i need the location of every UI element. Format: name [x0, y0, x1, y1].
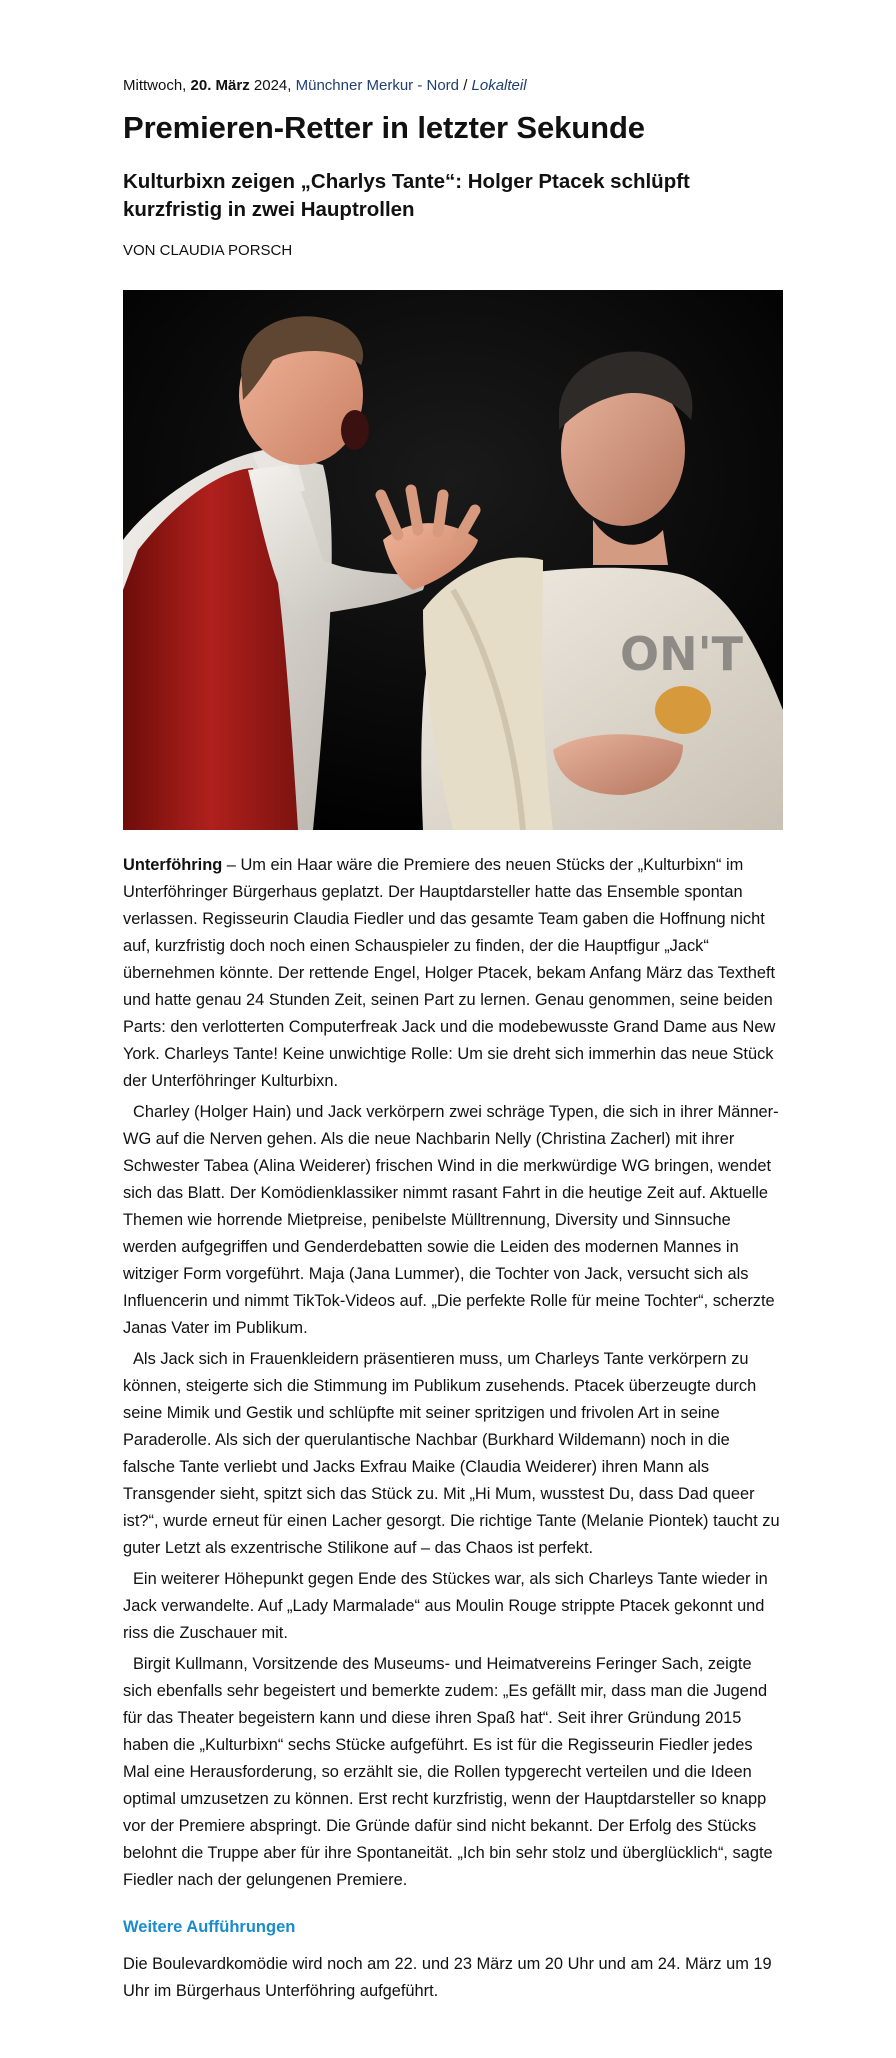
publication-link[interactable]: Münchner Merkur - Nord — [295, 77, 460, 94]
paragraph: Ein weiterer Höhepunkt gegen Ende des Stückes war, als sich Charleys Tante wieder in Jack verwandelte. Auf „Lady Marmalade“ aus Moulin Rouge strippte Ptacek gekonnt und riss die Zuschauer mit. — [123, 1570, 768, 1642]
section-link[interactable]: Lokalteil — [471, 77, 527, 94]
more-performances-text: Die Boulevardkomödie wird noch am 22. und 23 März um 20 Uhr und am 24. März um 19 Uhr im Bürgerhaus Unterföhring aufgeführt. — [123, 1955, 772, 2000]
article — [123, 72, 783, 2005]
article-body — [123, 852, 783, 1894]
more-performances-heading: Weitere Aufführungen — [123, 1918, 296, 1936]
dateline-weekday: Mittwoch, — [123, 77, 187, 94]
paragraph: Charley (Holger Hain) und Jack verkörpern zwei schräge Typen, die sich in ihrer Männer-WG auf die Nerven gehen. Als die neue Nachbarin Nelly (Christina Zacherl) mit ihrer Schwester Tabea (Alina Weiderer) frischen Wind in die merkwürdige WG bringen, wendet sich das Blatt. Der Komödienklassiker nimmt rasant Fahrt in die heutige Zeit auf. Aktuelle Themen wie horrende Mietpreise, penibelste Mülltrennung, Diversity und Sinnsuche werden aufgegriffen und Genderdebatten sowie die Leiden des modernen Mannes in witziger Form vorgeführt. Maja (Jana Lummer), die Tochter von Jack, versucht sich als Influencerin und nimmt TikTok-Videos auf. „Die perfekte Rolle für meine Tochter“, scherzte Janas Vater im Publikum. — [123, 1103, 779, 1337]
paragraph: Birgit Kullmann, Vorsitzende des Museums- und Heimatvereins Feringer Sach, zeigte sich ebenfalls sehr begeistert und bemerkte zudem: „Es gefällt mir, dass man die Jugend für das Theater begeistern kann und diese ihren Spaß hat“. Seit ihrer Gründung 2015 haben die „Kulturbixn“ sechs Stücke aufgeführt. Es ist für die Regisseurin Fiedler jedes Mal eine Herausforderung, so erzählt sie, die Rollen typgerecht verteilen und die Ideen optimal umzusetzen zu können. Erst recht kurzfristig, wenn der Hauptdarsteller so knapp vor der Premiere abspringt. Die Gründe dafür sind nicht bekannt. Der Erfolg des Stücks belohnt die Truppe aber für ihre Spontaneität. „Ich bin sehr stolz und überglücklich“, sagte Fiedler nach der gelungenen Premiere. — [123, 1655, 773, 1889]
shirt-print: ON'T — [620, 627, 744, 681]
dateline-separator: / — [463, 77, 468, 94]
stage-photo-illustration — [123, 290, 783, 830]
byline: VON CLAUDIA PORSCH — [123, 242, 293, 259]
dateline-year: 2024, — [253, 77, 292, 94]
paragraph: Als Jack sich in Frauenkleidern präsentieren muss, um Charleys Tante verkörpern zu können, steigerte sich die Stimmung im Publikum zusehends. Ptacek überzeugte durch seine Mimik und Gestik und schlüpfte mit seiner spritzigen und frivolen Art in seine Paraderolle. Als sich der querulantische Nachbar (Burkhard Wildemann) noch in die falsche Tante verliebt und Jacks Exfrau Maike (Claudia Weiderer) ihren Mann als Transgender sieht, spitzt sich das Stück zu. Mit „Hi Mum, wusstest Du, dass Dad queer ist?“, wurde erneut für einen Lacher gesorgt. Die richtige Tante (Melanie Piontek) taucht zu guter Letzt als exzentrische Stilikone auf – das Chaos ist perfekt. — [123, 1350, 780, 1557]
headline: Premieren-Retter in letzter Sekunde — [123, 110, 645, 145]
article-photo — [123, 290, 783, 830]
lead-text: – Um ein Haar wäre die Premiere des neuen Stücks der „Kulturbixn“ im Unterföhringer Bürgerhaus geplatzt. Der Hauptdarsteller hatte das Ensemble spontan verlassen. Regisseurin Claudia Fiedler und das gesamte Team gaben die Hoffnung nicht auf, kurzfristig doch noch einen Schauspieler zu finden, der die Hauptfigur „Jack“ übernehmen könnte. Der rettende Engel, Holger Ptacek, bekam Anfang März das Textheft und hatte genau 24 Stunden Zeit, seinen Part zu lernen. Genau genommen, seine beiden Parts: den verlotterten Computerfreak Jack und die modebewusste Grand Dame aus New York. Charleys Tante! Keine unwichtige Rolle: Um sie dreht sich immerhin das neue Stück der Unterföhringer Kulturbixn. — [123, 856, 776, 1090]
lead-place: Unterföhring — [123, 856, 223, 874]
dateline-date: 20. März — [190, 77, 250, 94]
dateline — [123, 72, 783, 100]
subheadline: Kulturbixn zeigen „Charlys Tante“: Holger Ptacek schlüpft kurzfristig in zwei Hauptrollen — [123, 170, 690, 221]
lead-paragraph — [123, 852, 783, 1095]
